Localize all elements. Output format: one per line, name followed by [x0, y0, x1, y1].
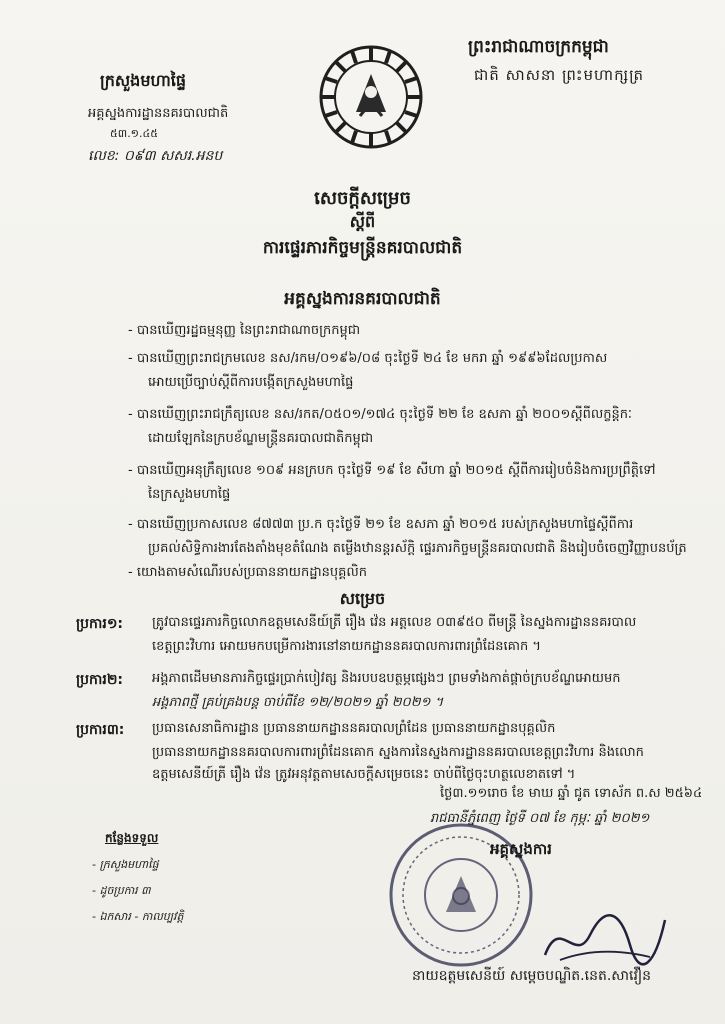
article-1-text-cont: ខេត្តព្រះវិហារ អោយមកបម្រើការងារនៅនាយកដ្ឋាននគរបាលការពារព្រំដែនគោក ។	[152, 639, 541, 654]
article-3-text-cont: ឧត្តមសេនីយ៍ត្រី រឿង វ៉េន ត្រូវអនុវត្តតាមសេចក្តីសម្រេចនេះ ចាប់ពីថ្ងៃចុះហត្ថលេខាតទៅ ។	[152, 767, 576, 782]
signer-name: នាយឧត្តមសេនីយ៍ សម្តេចបណ្ឌិត.នេត.សាវឿន	[412, 968, 652, 984]
article-3-text: ប្រធានសេនាធិការដ្ឋាន ប្រធាននាយកដ្ឋាននគរបាលព្រំដែន ប្រធាននាយកដ្ឋានបុគ្គលិក	[152, 721, 556, 736]
lunar-date: ថ្ងៃ៣.១១រោច ខែ មាឃ ឆ្នាំ ជូត ទោស័ក ព.ស ២៥៦៤	[440, 786, 703, 801]
article-2-text-cont: អង្គភាពថ្មី គ្រប់គ្រងបន្ត ចាប់ពីខែ ១២/២០២១ ឆ្នាំ ២០២១ ។	[152, 695, 444, 710]
solar-date: រាជធានីភ្នំពេញ ថ្ងៃទី ០៧ ខែ កុម្ភៈ ឆ្នាំ ២០២១	[430, 811, 650, 826]
national-motto: ជាតិ សាសនា ព្រះមហាក្សត្រ	[474, 66, 645, 84]
recipient-item: - ក្រសួងមហាផ្ទៃ	[92, 858, 159, 871]
decision-heading: សម្រេច	[339, 589, 386, 608]
recipient-item: - ដូចប្រការ ៣	[92, 884, 151, 897]
ministry-name: ក្រសួងមហាផ្ទៃ	[100, 71, 187, 90]
title-subject: ការផ្ទេរភារកិច្ចមន្ត្រីនគរបាលជាតិ	[262, 238, 463, 258]
article-3-label: ប្រការ៣:	[76, 722, 125, 738]
article-1-text: ត្រូវបានផ្ទេរភារកិច្ចលោកឧត្តមសេនីយ៍ត្រី រឿង វ៉េន អត្តលេខ ០៣៩៥០ ពីមន្ត្រី នៃស្នងការដ្ឋាននគរបាល	[152, 615, 637, 630]
basis-item-cont: នៃក្រសួងមហាផ្ទៃ	[148, 487, 231, 502]
document-title: សេចក្តីសម្រេច	[314, 188, 411, 209]
article-1-label: ប្រការ១:	[76, 616, 124, 632]
reference-number: លេខ: ០៩៣ សសរ.អនប	[88, 148, 223, 164]
basis-item: - បានឃើញអនុក្រឹត្យលេខ ១០៩ អនក្របក ចុះថ្ងៃទី ១៩ ខែ សីហា ឆ្នាំ ២០១៥ ស្តីពីការរៀបចំនិងការប្រព្រឹត្តិទៅ	[128, 463, 656, 478]
basis-item: - យោងតាមសំណើរបស់ប្រធាននាយកដ្ឋានបុគ្គលិក	[128, 565, 367, 580]
issuing-authority: អគ្គស្នងការនគរបាលជាតិ	[284, 289, 441, 309]
kingdom-heading: ព្រះរាជាណាចក្រកម្ពុជា	[468, 37, 609, 57]
basis-item: - បានឃើញរដ្ឋធម្មនុញ្ញ នៃព្រះរាជាណាចក្រកម្ពុជា	[128, 323, 361, 338]
basis-item: - បានឃើញព្រះរាជក្រមលេខ នស/រកម/០១៩៦/០៨ ចុះថ្ងៃទី ២៤ ខែ មករា ឆ្នាំ ១៩៩៦ដែលប្រកាស	[128, 351, 608, 366]
handwritten-signature-icon	[540, 905, 670, 975]
department-code: ៥៣.១.៤៥	[110, 127, 159, 140]
basis-item-cont: ដោយឡែកនៃក្របខ័ណ្ឌមន្ត្រីនគរបាលជាតិកម្ពុជា	[148, 431, 374, 446]
recipient-item: - ឯកសារ - កាលប្បវត្តិ	[92, 910, 184, 923]
article-2-text: អង្គភាពដើមមានភារកិច្ចផ្ទេរប្រាក់បៀវត្ស និងរបបឧបត្ថម្ភផ្សេងៗ ព្រមទាំងកាត់ផ្តាច់ក្របខ័ណ្ឌអោយមក	[152, 671, 621, 686]
article-3-text-cont: ប្រធាននាយកដ្ឋាននគរបាលការពារព្រំដែនគោក ស្នងការនៃស្នងការដ្ឋាននគរបាលខេត្តព្រះវិហារ និងលោក	[152, 745, 644, 760]
basis-item: - បានឃើញប្រកាសលេខ ៨៧៧៣ ប្រ.ក ចុះថ្ងៃទី ២១ ខែ ឧសភា ឆ្នាំ ២០១៥ របស់ក្រសួងមហាផ្ទៃស្តីពីការ	[128, 517, 634, 532]
police-emblem-icon	[316, 42, 426, 152]
title-about: ស្តីពី	[349, 212, 376, 231]
article-2-label: ប្រការ២:	[76, 672, 124, 688]
basis-item: - បានឃើញព្រះរាជក្រឹត្យលេខ នស/រកត/០៥០១/១៧៤ ចុះថ្ងៃទី ២២ ខែ ឧសភា ឆ្នាំ ២០០១ស្តីពីលក្ខន្តិកៈ	[128, 407, 633, 422]
department-name: អគ្គស្នងការដ្ឋាននគរបាលជាតិ	[88, 106, 229, 121]
recipients-heading: កន្លែងទទួល	[105, 831, 159, 845]
basis-item-cont: អោយប្រើច្បាប់ស្តីពីការបង្កើតក្រសួងមហាផ្ទៃ	[148, 375, 354, 390]
signer-title: អគ្គស្នងការ	[490, 840, 552, 858]
basis-item-cont: ប្រគល់សិទ្ធិការងារតែងតាំងមុខតំណែង តម្លើងឋានន្តរស័ក្តិ ផ្ទេរភារកិច្ចមន្ត្រីនគរបាលជាតិ និងរៀបចំចេញវិញ្ញាបនប័ត្រ	[148, 541, 687, 556]
